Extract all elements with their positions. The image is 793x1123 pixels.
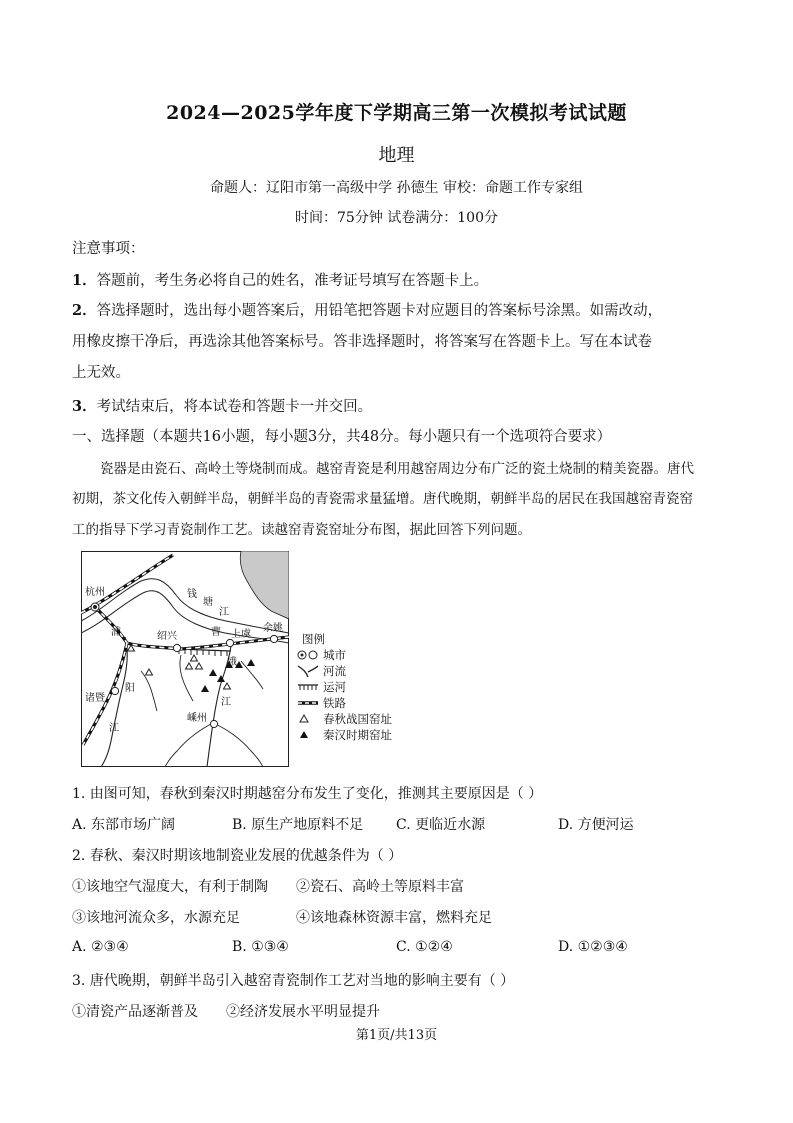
notice-item-2-number: 2．	[72, 302, 97, 319]
question-2-statement-4: ④该地森林资源丰富，燃料充足	[296, 910, 492, 926]
time-line: 时间：75分钟 试卷满分：100分	[295, 210, 498, 226]
notice-heading: 注意事项：	[72, 241, 145, 257]
notice-item-2	[72, 296, 662, 326]
legend-site-spring-autumn-label: 春秋战国窑址	[323, 712, 392, 726]
legend-city	[296, 647, 392, 663]
label-jiang-1: 江	[219, 607, 229, 618]
legend-site-qin-han	[296, 727, 392, 743]
notice-item-1	[72, 266, 488, 296]
map-legend	[296, 631, 392, 743]
legend-title: 图例	[302, 632, 325, 646]
city-hangzhou-center	[93, 605, 96, 608]
label-jiang-3: 江	[221, 697, 231, 708]
question-3-stem: 3. 唐代晚期，朝鲜半岛引入越窑青瓷制作工艺对当地的影响主要有（ ）	[72, 973, 515, 989]
notice-item-3-text: 考试结束后，将本试卷和答题卡一并交回。	[96, 399, 373, 415]
legend-canal-label: 运河	[323, 680, 346, 694]
open-triangle-icon	[296, 712, 320, 726]
section-1-heading: 一、选择题（本题共16小题，每小题3分，共48分。每小题只有一个选项符合要求）	[72, 429, 612, 445]
label-tang: 塘	[203, 597, 213, 608]
notice-item-3	[72, 392, 372, 422]
question-2-option-c: C. ①②④	[396, 939, 453, 955]
question-2-option-b: B. ①③④	[232, 939, 289, 955]
notice-item-2-line-3: 上无效。	[72, 365, 130, 381]
question-2-statement-3: ③该地河流众多，水源充足	[72, 910, 240, 926]
page-footer: 第1页/共13页	[355, 1028, 438, 1043]
exam-title: 2024—2025学年度下学期高三第一次模拟考试试题	[166, 102, 627, 124]
question-2-stem: 2. 春秋、秦汉时期该地制瓷业发展的优越条件为（ ）	[72, 848, 403, 864]
railway-symbol-icon	[296, 696, 320, 710]
question-1-option-b: B. 原生产地原料不足	[232, 817, 364, 833]
label-cao: 曹	[211, 627, 221, 638]
river-symbol-icon	[296, 664, 320, 678]
question-1-option-a: A. 东部市场广阔	[72, 817, 176, 833]
filled-triangle-icon	[296, 728, 320, 742]
label-shengzhou: 嵊州	[187, 713, 207, 724]
notice-item-2-line-1: 答选择题时，选出每小题答案后，用铅笔把答题卡对应题目的答案标号涂黑。如需改动，	[96, 303, 663, 319]
legend-city-label: 城市	[323, 648, 346, 662]
passage-line-3: 工的指导下学习青瓷制作工艺。读越窑青瓷窑址分布图，据此回答下列问题。	[72, 522, 531, 538]
city-symbol-icon	[296, 648, 320, 662]
label-zhuji: 诸暨	[85, 693, 105, 704]
question-3-statement-2: ②经济发展水平明显提升	[226, 1004, 380, 1020]
question-2-statement-1: ①该地空气湿度大，有利于制陶	[72, 879, 268, 895]
question-2-statement-2: ②瓷石、高岭土等原料丰富	[296, 879, 464, 895]
label-shaoxing: 绍兴	[157, 631, 177, 642]
question-2-option-a: A. ②③④	[72, 939, 129, 955]
passage-line-1: 瓷器是由瓷石、高岭土等烧制而成。越窑青瓷是利用越窑周边分布广泛的瓷土烧制的精美瓷器。唐代	[100, 461, 694, 477]
legend-river-label: 河流	[323, 664, 346, 678]
author-line: 命题人：辽阳市第一高级中学 孙德生 审校：命题工作专家组	[210, 180, 583, 196]
notice-item-1-number: 1．	[72, 272, 97, 289]
legend-site-qin-han-label: 秦汉时期窑址	[323, 728, 392, 742]
legend-railway-label: 铁路	[323, 696, 346, 710]
label-yuyao: 余姚	[263, 623, 283, 634]
question-1-option-d: D. 方便河运	[558, 817, 634, 833]
city-zhuji	[111, 687, 118, 694]
notice-item-1-text: 答题前，考生务必将自己的姓名，准考证号填写在答题卡上。	[96, 273, 489, 289]
city-shaoxing	[173, 644, 180, 651]
label-shangyu: 上虞	[231, 629, 251, 640]
question-3-statement-1: ①清瓷产品逐渐普及	[72, 1004, 198, 1020]
label-e: 娥	[227, 657, 237, 668]
legend-site-spring-autumn	[296, 711, 392, 727]
passage-line-2: 初期，茶文化传入朝鲜半岛，朝鲜半岛的青瓷需求量猛增。唐代晚期，朝鲜半岛的居民在我国越窑青瓷窑	[72, 491, 693, 507]
notice-item-3-number: 3．	[72, 398, 97, 415]
yue-kiln-site-map	[81, 551, 289, 767]
label-pu: 浦	[111, 627, 121, 638]
label-jiang-2: 江	[109, 723, 119, 734]
subject-title: 地理	[378, 145, 415, 166]
question-1-stem: 1. 由图可知，春秋到秦汉时期越窑分布发生了变化，推测其主要原因是（ ）	[72, 786, 543, 802]
label-qian: 钱	[187, 589, 197, 600]
question-1-option-c: C. 更临近水源	[396, 817, 486, 833]
city-yuyao	[270, 635, 277, 642]
label-hangzhou: 杭州	[85, 587, 105, 598]
legend-river	[296, 663, 392, 679]
canal-symbol-icon	[296, 680, 320, 694]
notice-item-2-line-2: 用橡皮擦干净后，再选涂其他答案标号。答非选择题时，将答案写在答题卡上。写在本试卷	[72, 334, 652, 350]
question-2-option-d: D. ①②③④	[558, 939, 628, 955]
label-yang: 阳	[125, 683, 135, 694]
legend-canal	[296, 679, 392, 695]
legend-railway	[296, 695, 392, 711]
city-shengzhou	[210, 720, 217, 727]
city-shangyu	[226, 639, 233, 646]
